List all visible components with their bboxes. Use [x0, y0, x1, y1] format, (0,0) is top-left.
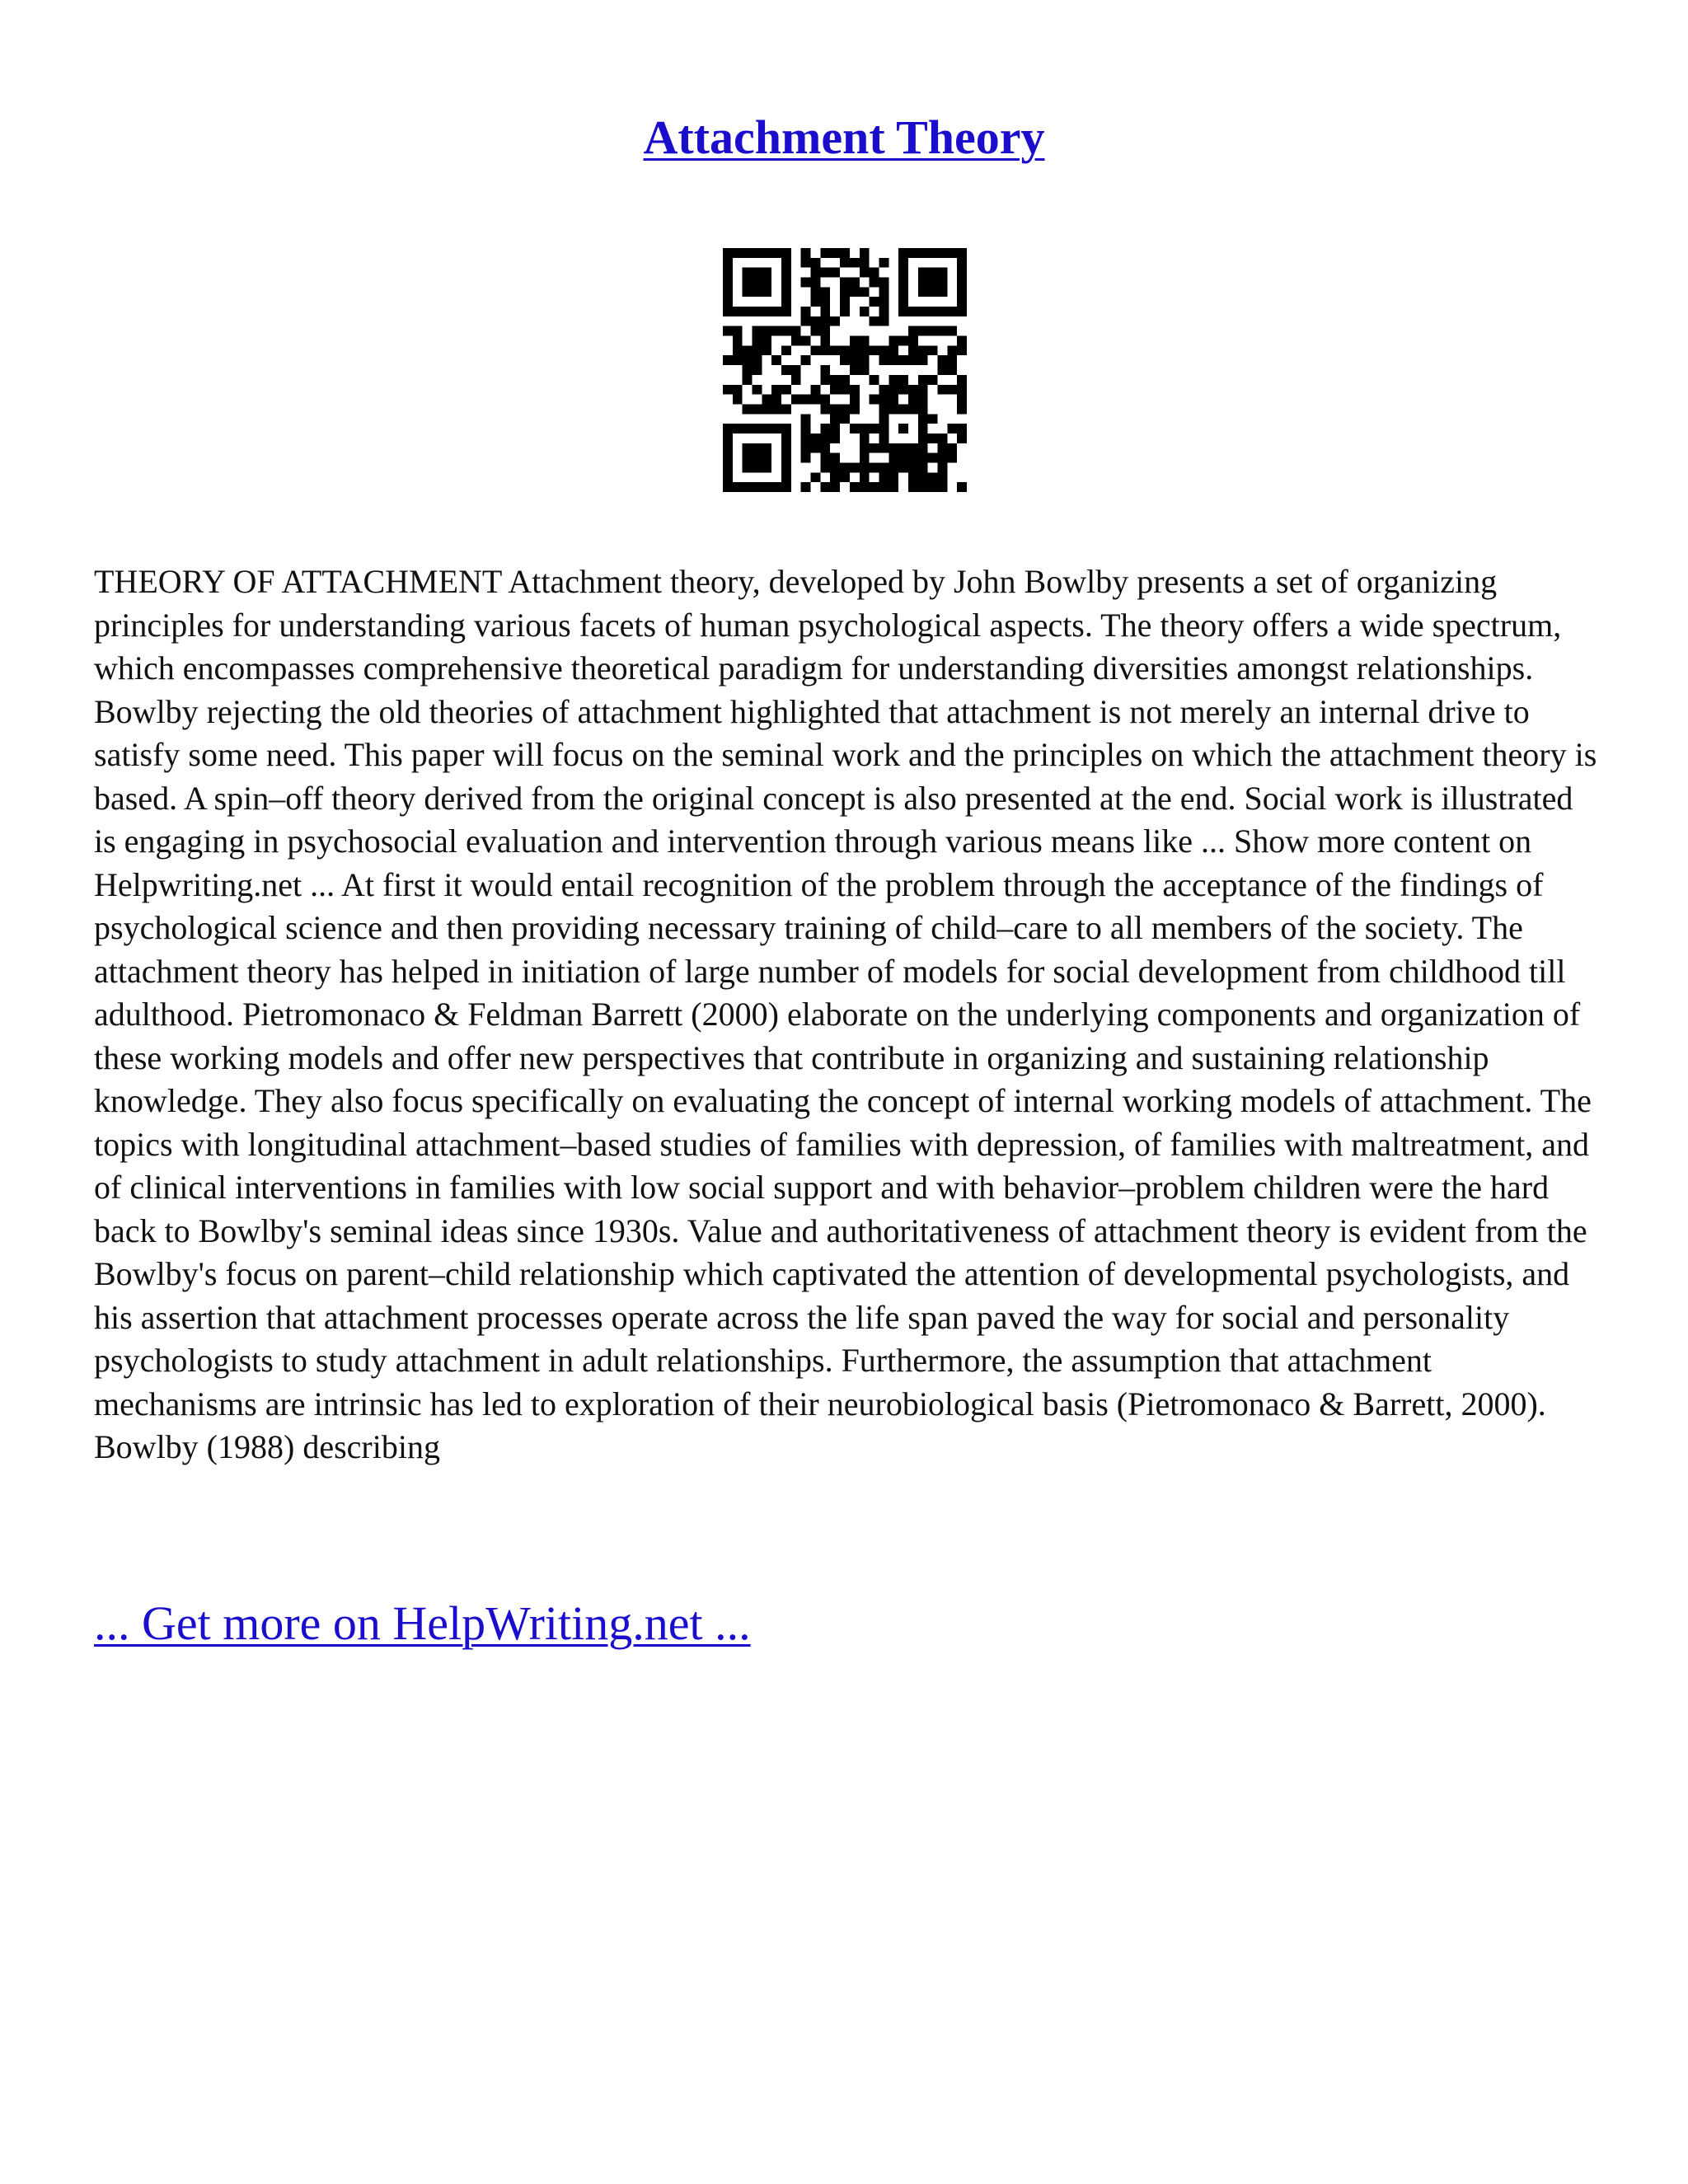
- title-link[interactable]: Attachment Theory: [643, 110, 1045, 164]
- qr-code-icon: [723, 248, 967, 492]
- get-more-link[interactable]: ... Get more on HelpWriting.net ...: [94, 1596, 751, 1650]
- article-body: THEORY OF ATTACHMENT Attachment theory, developed by John Bowlby presents a set of organizing principles for understanding various facets of human psychological aspects. The theory offers a wide spectrum, which encompasses comprehensive theoretical paradigm for understanding diversities amongst relationships. Bowlby rejecting the old theories of attachment highlighted that attachment is not merely an internal drive to satisfy some need. This paper will focus on the seminal work and the principles on which the attachment theory is based. A spin–off theory derived from the original concept is also presented at the end. Social work is illustrated is engaging in psychosocial evaluation and intervention through various means like ... Show more content on Helpwriting.net ... At first it would entail recognition of the problem through the acceptance of the findings of psychological science and then providing necessary training of child–care to all members of the society. The attachment theory has helped in initiation of large number of models for social development from childhood till adulthood. Pietromonaco & Feldman Barrett (2000) elaborate on the underlying components and organization of these working models and offer new perspectives that contribute in organizing and sustaining relationship knowledge. They also focus specifically on evaluating the concept of internal working models of attachment. The topics with longitudinal attachment–based studies of families with depression, of families with maltreatment, and of clinical interventions in families with low social support and with behavior–problem children were the hard back to Bowlby's seminal ideas since 1930s. Value and authoritativeness of attachment theory is evident from the Bowlby's focus on parent–child relationship which captivated the attention of developmental psychologists, and his assertion that attachment processes operate across the life span paved the way for social and personality psychologists to study attachment in adult relationships. Furthermore, the assumption that attachment mechanisms are intrinsic has led to exploration of their neurobiological basis (Pietromonaco & Barrett, 2000). Bowlby (1988) describing: [94, 563, 1597, 1465]
- page-title: [0, 110, 1688, 164]
